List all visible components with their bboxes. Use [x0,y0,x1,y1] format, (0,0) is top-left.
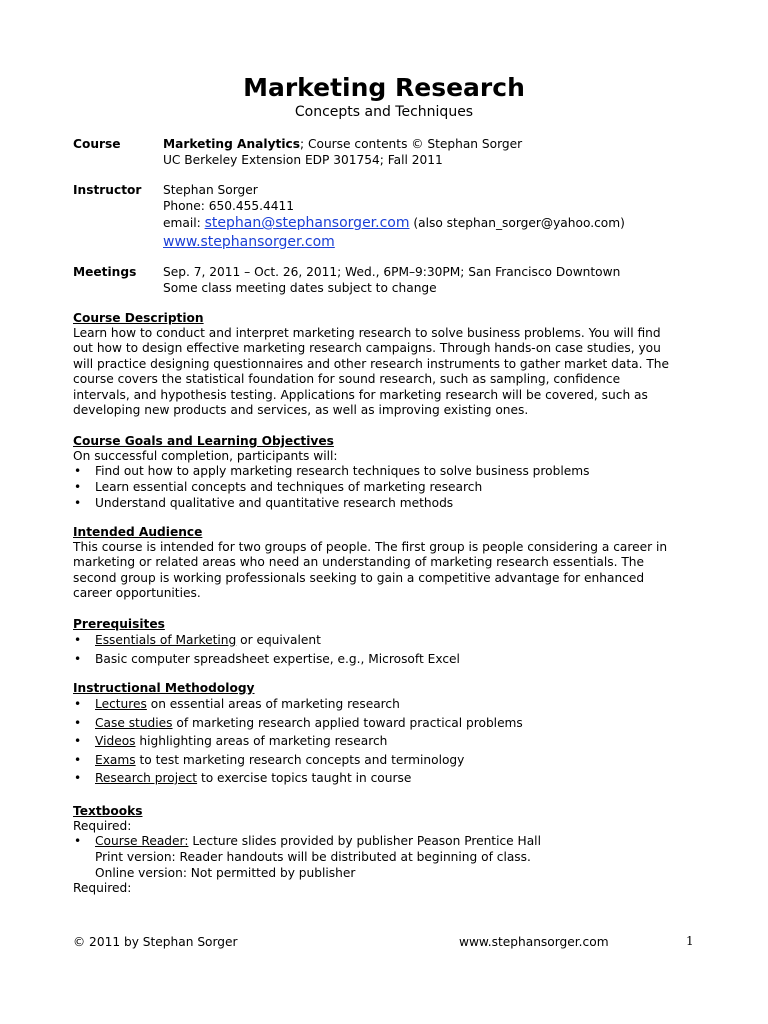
description-line: Learn how to conduct and interpret marketing research to solve business problems. You will find [73,326,661,340]
website-link[interactable]: www.stephansorger.com [163,234,335,250]
bullet-icon: • [74,633,82,647]
meetings-schedule: Sep. 7, 2011 – Oct. 26, 2011; Wed., 6PM–9:30PM; San Francisco Downtown [163,265,621,279]
course-label: Course [73,137,121,151]
course-reader-label: Course Reader: [95,834,189,849]
meetings-value [163,264,723,296]
list-item-continued: Print version: Reader handouts will be distributed at beginning of class. [95,850,531,864]
bullet-icon: • [74,651,82,666]
list-item: • Find out how to apply marketing research techniques to solve business problems [74,464,590,479]
audience-line: This course is intended for two groups of people. The first group is people considering a career in [73,540,668,554]
textbooks-list [73,834,703,881]
bullet-icon: • [74,734,82,749]
section-heading: Course Description [73,311,204,325]
section-heading: Course Goals and Learning Objectives [73,434,334,448]
bullet-icon: • [74,697,82,711]
goals-intro: On successful completion, participants will: [73,449,338,463]
methodology-section [73,680,703,788]
course-description-section [73,310,703,418]
section-heading: Intended Audience [73,525,203,539]
course-name: Marketing Analytics [163,137,300,151]
bullet-icon: • [74,752,82,767]
email-link[interactable]: stephan@stephansorger.com [204,215,410,231]
methodology-list [73,695,703,788]
list-item: • Course Reader: Lecture slides provided by publisher Peason Prentice Hall [74,834,541,849]
essentials-link[interactable]: Essentials of Marketing [95,633,237,647]
audience-line: second group is working professionals seeking to gain a competitive advantage for enhanced [73,570,645,585]
meetings-note: Some class meeting dates subject to change [163,281,437,295]
required-label: Required: [73,881,132,896]
meetings-label: Meetings [73,265,137,279]
description-line: developing new products and services, as well as improving existing ones. [73,403,529,418]
section-heading: Textbooks [73,804,143,818]
list-item: • Exams to test marketing research concepts and terminology [73,751,703,770]
list-item: • Basic computer spreadsheet expertise, e.g., Microsoft Excel [73,650,703,669]
bullet-icon: • [74,771,82,786]
document-subtitle: Concepts and Techniques [294,104,474,120]
instructor-label: Instructor [73,183,142,197]
section-heading: Instructional Methodology [73,681,255,695]
prerequisites-section [73,616,703,668]
description-line: out how to design effective marketing research campaigns. Through hands-on case studies, you [73,341,661,356]
instructor-phone: Phone: 650.455.4411 [163,199,295,213]
course-contents: ; Course contents © Stephan Sorger [300,137,523,151]
instructor-name: Stephan Sorger [163,183,258,197]
list-item: • Essentials of Marketing or equivalent [73,631,703,650]
list-item: • Videos highlighting areas of marketing research [73,732,703,751]
textbooks-section [73,803,703,897]
list-item: • Learn essential concepts and techniques of marketing research [74,480,483,494]
audience-line: career opportunities. [73,586,201,601]
section-heading: Prerequisites [73,617,165,631]
description-line: will practice designing questionnaires and other research instruments to gather market data. The [73,356,670,371]
goals-list [73,464,703,511]
course-edp: UC Berkeley Extension EDP 301754; Fall 2011 [163,153,443,167]
bullet-icon: • [74,715,82,730]
email-prefix: email: [163,216,205,230]
bullet-icon: • [74,834,82,849]
audience-line: marketing or related areas who need an understanding of marketing research essentials. The [73,555,644,570]
description-line: course covers the statistical foundation for sound research, such as sampling, confidence [73,372,621,387]
list-item: • Case studies of marketing research applied toward practical problems [73,714,703,733]
email-alt: (also stephan_sorger@yahoo.com) [409,216,625,230]
list-item: • Research project to exercise topics taught in course [73,769,703,788]
footer-website: www.stephansorger.com [459,935,609,949]
audience-section [73,524,703,602]
document-title: Marketing Research [243,73,525,102]
course-value [163,136,723,168]
bullet-icon: • [74,495,82,510]
prerequisites-list [73,631,703,668]
bullet-icon: • [74,464,82,479]
instructor-value [163,182,723,252]
footer-copyright: © 2011 by Stephan Sorger [73,935,238,949]
goals-section [73,433,703,511]
list-item: • Lectures on essential areas of marketing research [73,695,703,714]
list-item: • Understand qualitative and quantitative research methods [74,495,454,510]
page-number: 1 [686,934,694,948]
description-line: intervals, and hypothesis testing. Applications for marketing research will be covered, such as [73,387,648,402]
bullet-icon: • [74,480,82,494]
required-label: Required: [73,819,132,833]
list-item-continued: Online version: Not permitted by publisher [95,865,356,880]
